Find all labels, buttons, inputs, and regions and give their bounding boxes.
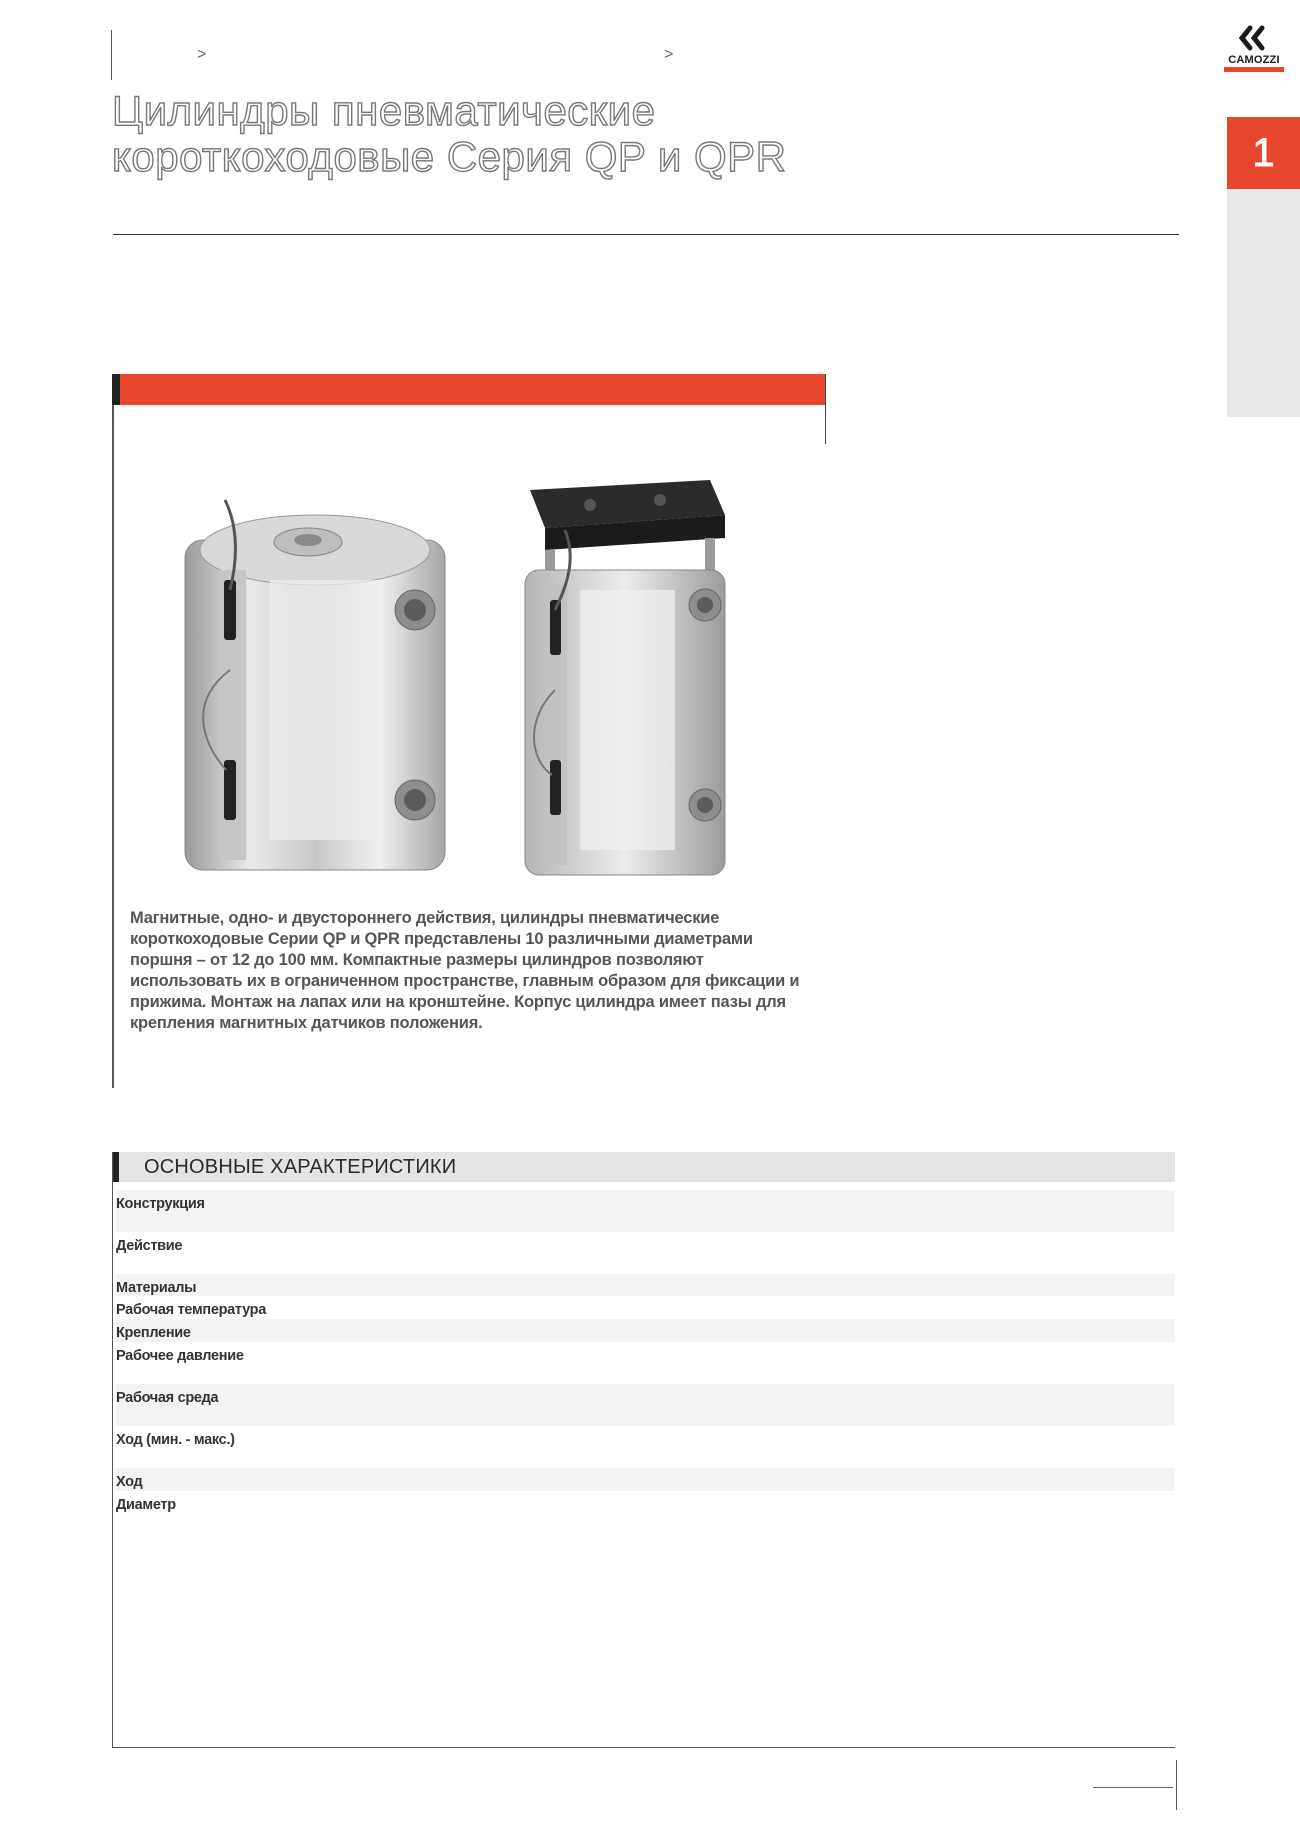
breadcrumb-separator: > [197,46,207,63]
intro-description: Магнитные, одно- и двустороннего действия, цилиндры пневматические короткоходовые Серии QP и QPR представлены 10 различными диаметрами поршня – от 12 до 100 мм. Компактные размеры цилиндров позволяют использовать их в ограниченном пространстве, главным образом для фиксации и прижима. Монтаж на лапах или на кронштейне. Корпус цилиндра имеет пазы для крепления магнитных датчиков положения. [130,909,800,1032]
cylinder-qp [185,500,445,870]
characteristics-heading: ОСНОВНЫЕ ХАРАКТЕРИСТИКИ [144,1156,457,1178]
char-label: Диаметр [116,1497,176,1513]
cc-logo-icon [1224,24,1284,52]
char-row-temperature [116,1296,1175,1319]
page-title-line-1: Цилиндры пневматические [112,87,656,134]
logo-wordmark: CAMOZZI [1228,54,1280,66]
intro-left-border [112,374,114,1088]
char-row-construction [116,1190,1175,1232]
footer-line [1093,1787,1173,1788]
char-row-pressure [116,1342,1175,1384]
characteristics-bottom-border [112,1747,1175,1748]
page-title-line-2: короткоходовые Серия QP и QPR [112,133,787,180]
intro-header-edge [825,374,826,444]
char-row-diameter [116,1491,1175,1514]
char-row-stroke-range [116,1426,1175,1468]
logo-underline [1224,67,1284,72]
char-row-mounting [116,1319,1175,1342]
footer-divider [1176,1760,1177,1810]
char-label: Конструкция [116,1196,205,1212]
product-image-cylinders [160,470,780,890]
page-title [112,88,932,180]
characteristics-header-mark [113,1152,119,1182]
char-label: Крепление [116,1325,191,1341]
camozzi-logo [1224,24,1284,76]
intro-header-band [120,374,825,405]
char-label: Ход [116,1474,143,1490]
breadcrumb-separator: > [664,46,674,63]
char-label: Рабочее давление [116,1348,244,1364]
char-row-medium [116,1384,1175,1426]
char-row-stroke [116,1468,1175,1491]
char-label: Действие [116,1238,183,1254]
title-divider [113,234,1179,235]
char-row-action [116,1232,1175,1274]
char-label: Рабочая среда [116,1390,219,1406]
intro-header-mark [112,374,120,405]
char-label: Рабочая температура [116,1302,266,1318]
section-number-tab[interactable]: 1 [1227,117,1300,189]
breadcrumb-divider [111,30,112,80]
characteristics-left-border [112,1152,113,1748]
char-label: Ход (мин. - макс.) [116,1432,235,1448]
char-label: Материалы [116,1280,197,1296]
cylinder-qpr [525,480,725,875]
char-row-materials [116,1274,1175,1296]
